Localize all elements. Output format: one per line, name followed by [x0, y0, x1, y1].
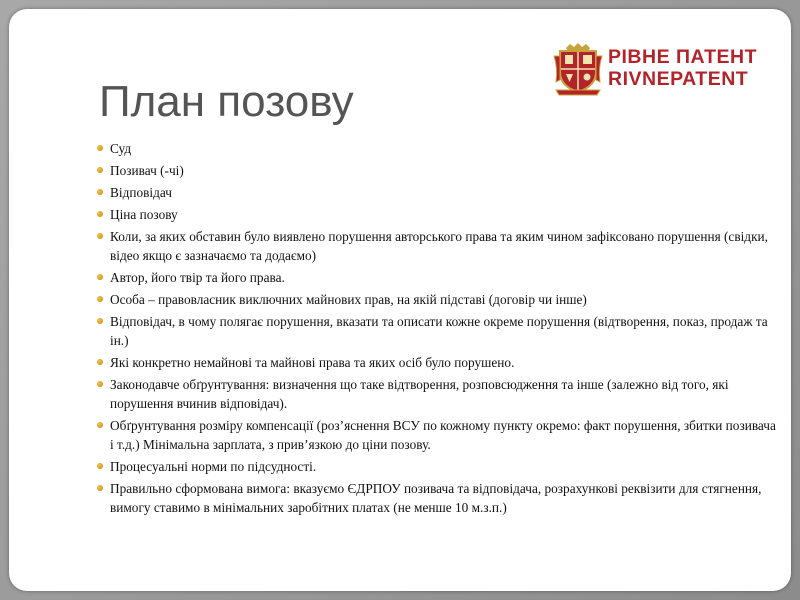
- slide: [9, 9, 791, 591]
- company-logo: [552, 42, 764, 97]
- bullet-icon: [97, 296, 103, 302]
- bullet-icon: [97, 318, 103, 324]
- list-item: [97, 205, 777, 224]
- list-item: [97, 353, 777, 372]
- list-item-text: Автор, його твір та його права.: [110, 270, 285, 285]
- bullet-icon: [97, 463, 103, 469]
- list-item-text: Коли, за яких обставин було виявлено порушення авторського права та яким чином зафіксовано порушення (свідки, відео якщо є зазначаємо та додаємо): [110, 229, 768, 263]
- bullet-icon: [97, 381, 103, 387]
- list-item-text: Ціна позову: [110, 207, 178, 222]
- logo-line-2: RIVNEPATENT: [608, 68, 749, 90]
- logo-line-1: РІВНЕ ПАТЕНТ: [608, 46, 758, 68]
- bullet-icon: [97, 211, 103, 217]
- list-item: [97, 161, 777, 180]
- logo-text: [608, 46, 757, 90]
- slide-title: План позову: [99, 77, 354, 126]
- list-item-text: Процесуальні норми по підсудності.: [110, 459, 317, 474]
- list-item-text: Законодавче обґрунтування: визначення що таке відтворення, розповсюдження та інше (залежно від того, які порушення вчинив відповідач).: [110, 377, 729, 411]
- list-item: [97, 457, 777, 476]
- list-item: [97, 139, 777, 158]
- list-item: [97, 227, 777, 265]
- list-item-text: Позивач (-чі): [110, 163, 184, 178]
- list-item-text: Правильно сформована вимога: вказуємо ЄДРПОУ позивача та відповідача, розрахункові реквізити для стягнення, вимогу ставимо в мінімальних заробітних платах (не менше 10 м.з.п.): [110, 481, 762, 515]
- list-item-text: Які конкретно немайнові та майнові права та яких осіб було порушено.: [110, 355, 515, 370]
- bullet-icon: [97, 422, 103, 428]
- bullet-icon: [97, 485, 103, 491]
- bullet-icon: [97, 189, 103, 195]
- list-item-text: Суд: [110, 141, 132, 156]
- bullet-icon: [97, 359, 103, 365]
- list-item: [97, 312, 777, 350]
- bullet-icon: [97, 233, 103, 239]
- bullet-icon: [97, 145, 103, 151]
- list-item: [97, 479, 777, 517]
- bullet-list: [97, 139, 777, 520]
- list-item: [97, 290, 777, 309]
- bullet-icon: [97, 274, 103, 280]
- list-item: [97, 375, 777, 413]
- list-item-text: Відповідач, в чому полягає порушення, вказати та описати кожне окреме порушення (відтворення, показ, продаж та ін.): [110, 314, 768, 348]
- list-item-text: Відповідач: [110, 185, 172, 200]
- bullet-icon: [97, 167, 103, 173]
- list-item: [97, 183, 777, 202]
- shield-crest-icon: [552, 42, 604, 97]
- list-item-text: Особа – правовласник виключних майнових прав, на якій підставі (договір чи інше): [110, 292, 587, 307]
- list-item: [97, 268, 777, 287]
- list-item-text: Обґрунтування розміру компенсації (роз’яснення ВСУ по кожному пункту окремо: факт порушення, збитки позивача і т.д.) Мінімальна зарплата, з прив’язкою до ціни позову.: [110, 418, 776, 452]
- list-item: [97, 416, 777, 454]
